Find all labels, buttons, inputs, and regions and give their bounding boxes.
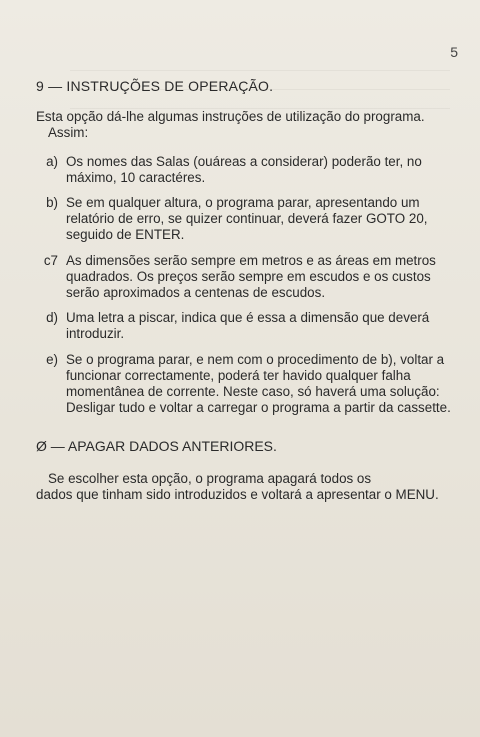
list-item-body: [66, 352, 454, 417]
page-number: 5: [450, 44, 458, 60]
section-heading-instructions: 9 — INSTRUÇÕES DE OPERAÇÃO.: [36, 78, 274, 94]
list-marker: d): [46, 310, 58, 326]
intro-text: Esta opção dá-lhe algumas instruções de utilização do programa.: [36, 109, 425, 125]
list-marker: c7: [43, 252, 58, 268]
section-heading-erase: Ø — APAGAR DADOS ANTERIORES.: [36, 438, 277, 455]
list-marker: b): [46, 195, 58, 211]
list-item: [36, 310, 454, 342]
list-item-text: Se em qualquer altura, o programa parar, apresentando um relatório de erro, se quizer continuar, deverá fazer GOTO 20, seguido de ENTER.: [66, 195, 428, 243]
list-item-text: As dimensões serão sempre em metros e as áreas em metros quadrados. Os preços serão sempre em escudos e os custos serão aproximados a centenas de escudos.: [66, 252, 436, 301]
intro-paragraph: [36, 109, 454, 141]
list-item-text: Se o programa parar, e nem com o procedimento de b), voltar a funcionar correctamente, poderá ter havido qualquer falha momentânea de corrente. Neste caso, só haverá uma solução:: [66, 351, 445, 400]
list-item: [36, 352, 454, 417]
intro-assim: Assim:: [48, 125, 89, 141]
list-item-text: Os nomes das Salas (ouáreas a considerar) poderão ter, no máximo, 10 caractéres.: [66, 153, 422, 185]
list-item-text-continued: Desligar tudo e voltar a carregar o programa a partir da cassette.: [66, 400, 451, 416]
list-item: [36, 195, 454, 244]
erase-paragraph: [36, 471, 454, 503]
list-marker: a): [46, 153, 58, 169]
list-item: [36, 154, 454, 186]
erase-text-line1: Se escolher esta opção, o programa apagará todos os: [48, 470, 372, 486]
list-item: [36, 253, 454, 302]
list-item-text: Uma letra a piscar, indica que é essa a dimensão que deverá introduzir.: [66, 310, 430, 342]
erase-text-rest: dados que tinham sido introduzidos e voltará a apresentar o MENU.: [36, 486, 439, 502]
list-marker: e): [46, 351, 58, 367]
document-body: [36, 78, 454, 503]
